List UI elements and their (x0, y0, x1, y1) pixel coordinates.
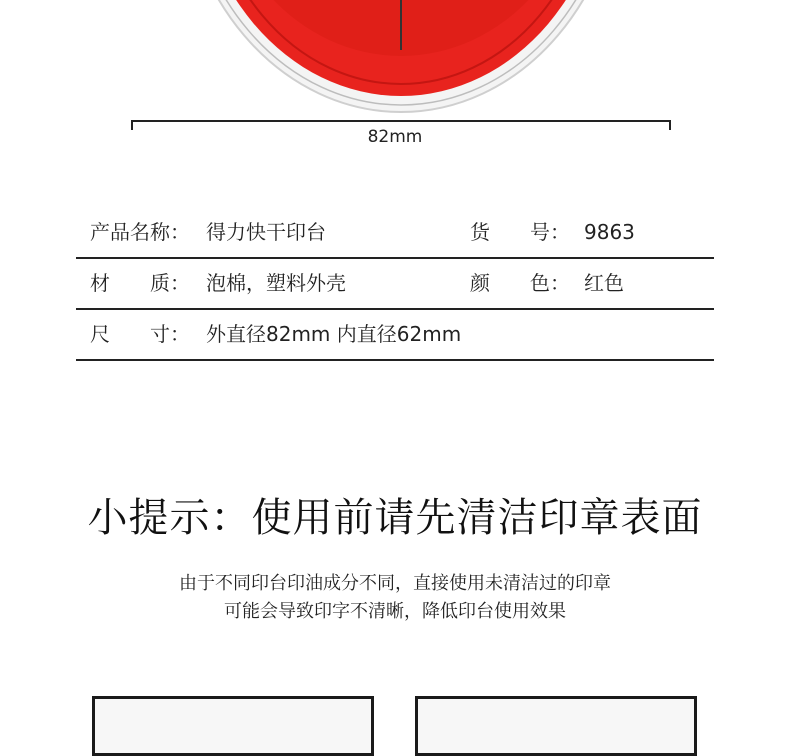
spec-key: 尺 寸： (90, 322, 190, 346)
stamp-pad-illustration (0, 0, 790, 115)
spec-value: 9863 (584, 220, 635, 244)
spec-key: 货 号： (470, 220, 570, 244)
image-frame-right (415, 696, 697, 756)
spec-row (76, 259, 714, 310)
tip-body (0, 570, 790, 626)
stamp-pad-image (0, 0, 790, 115)
spec-value: 得力快干印台 (206, 220, 326, 244)
spec-value: 红色 (584, 271, 624, 295)
image-frame-left (92, 696, 374, 756)
spec-table (76, 208, 714, 361)
tip-title: 小提示：使用前请先清洁印章表面 (87, 495, 703, 541)
spec-row (76, 208, 714, 259)
tip-line: 可能会导致印字不清晰，降低印台使用效果 (224, 601, 566, 622)
spec-value: 泡棉，塑料外壳 (206, 271, 346, 295)
spec-value: 外直径82mm 内直径62mm (206, 322, 462, 346)
spec-row (76, 310, 714, 361)
tip-line: 由于不同印台印油成分不同，直接使用未清洁过的印章 (179, 573, 611, 594)
dimension-label: 82mm (367, 127, 423, 147)
spec-key: 材 质： (90, 271, 190, 295)
spec-key: 产品名称： (90, 220, 190, 244)
spec-key: 颜 色： (470, 271, 570, 295)
